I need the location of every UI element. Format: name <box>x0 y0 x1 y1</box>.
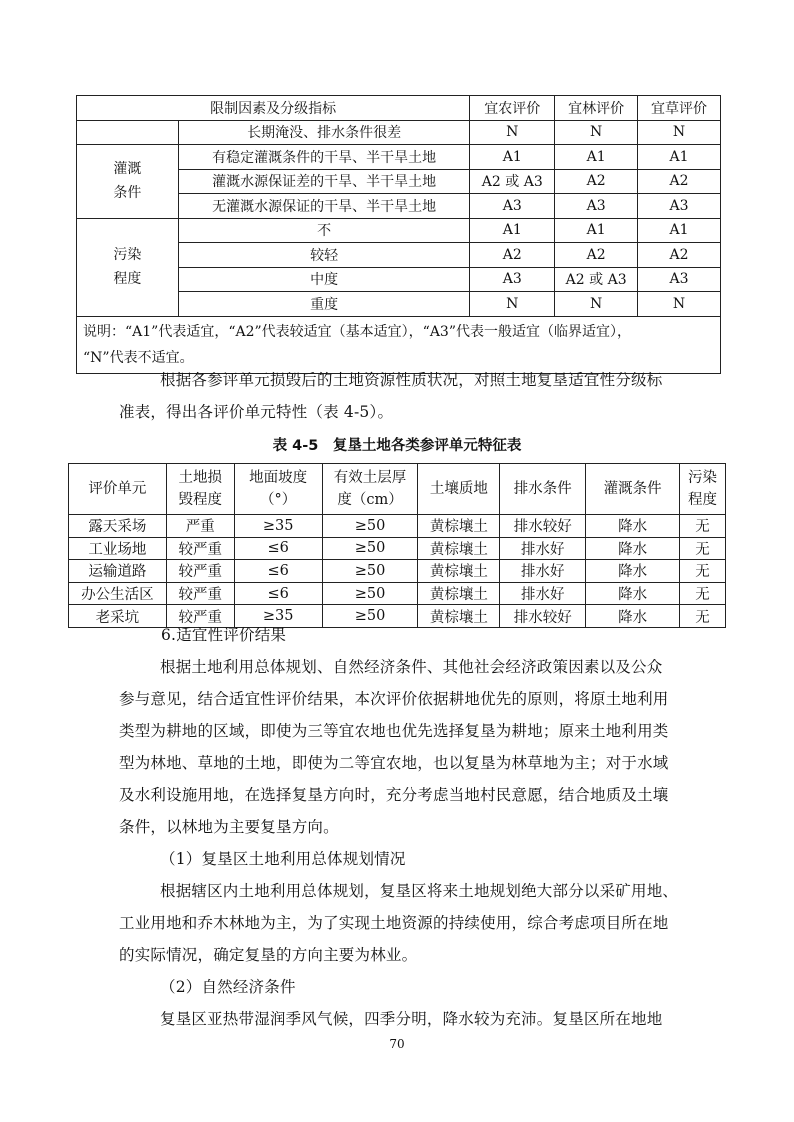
table-cell: ≤6 <box>234 582 322 605</box>
table-cell: 老采坑 <box>69 605 167 628</box>
header-cell: 宜农评价 <box>470 96 555 121</box>
group-label: 污染 <box>113 247 142 263</box>
table-cell: 降水 <box>586 515 680 538</box>
table-cell: 较严重 <box>166 582 234 605</box>
subsection-heading: （2）自然经济条件 <box>160 978 296 996</box>
group-label: 灌溉 <box>113 161 142 178</box>
header-text: 毁程度 <box>178 492 222 508</box>
table-cell: 排水较好 <box>500 515 586 538</box>
header-cell: 宜草评价 <box>638 96 721 121</box>
table-cell: 无 <box>680 560 726 583</box>
table-cell: 露天采场 <box>69 515 167 538</box>
value-cell: N <box>555 120 638 145</box>
value-cell: A1 <box>470 218 555 243</box>
table-cell: 降水 <box>586 537 680 560</box>
table-cell: 排水好 <box>500 560 586 583</box>
table-row <box>77 145 721 170</box>
table-row <box>77 218 721 243</box>
table-cell: 较严重 <box>166 560 234 583</box>
value-cell: A2 或 A3 <box>470 169 555 194</box>
value-cell: A3 <box>638 267 721 292</box>
paragraph-line: 根据辖区内土地利用总体规划，复垦区将来土地规划绝大部分以采矿用地、 <box>160 882 679 900</box>
paragraph-line: 的实际情况，确定复垦的方向主要为林业。 <box>119 946 418 964</box>
value-cell: A1 <box>555 145 638 170</box>
header-cell <box>69 464 167 515</box>
value-cell: A3 <box>555 194 638 219</box>
table-cell: ≥50 <box>322 605 418 628</box>
value-cell: A3 <box>470 267 555 292</box>
subsection-heading: （1）复垦区土地利用总体规划情况 <box>160 850 406 868</box>
group-label: 程度 <box>113 271 142 287</box>
table-cell: 黄棕壤土 <box>418 515 500 538</box>
table-cell: 运输道路 <box>69 560 167 583</box>
group-cell-pollution <box>77 218 179 316</box>
table-cell: ≤6 <box>234 537 322 560</box>
table-cell: ≥50 <box>322 582 418 605</box>
table-cell: 降水 <box>586 582 680 605</box>
table-cell: 无 <box>680 582 726 605</box>
table-cell: 黄棕壤土 <box>418 537 500 560</box>
table-header-row <box>77 96 721 121</box>
table-cell: ≥50 <box>322 560 418 583</box>
value-cell: A2 <box>555 243 638 268</box>
section-heading: 6.适宜性评价结果 <box>161 626 287 644</box>
table-cell: ≥35 <box>234 605 322 628</box>
intro-line-1: 根据各参评单元损毁后的土地资源性质状况，对照土地复垦适宜性分级标 <box>160 371 663 389</box>
table-cell: 办公生活区 <box>69 582 167 605</box>
table-cell: 黄棕壤土 <box>418 560 500 583</box>
factor-cell: 有稳定灌溉条件的干旱、半干旱土地 <box>178 145 470 170</box>
paragraph-line: 及水利设施用地，在选择复垦方向时，充分考虑当地村民意愿，结合地质及土壤 <box>119 786 669 804</box>
header-text: 度（cm） <box>337 492 403 508</box>
intro-line-2: 准表，得出各评价单元特性（表 4-5）。 <box>119 403 394 421</box>
value-cell: A3 <box>638 194 721 219</box>
value-cell: N <box>470 120 555 145</box>
suitability-grading-table <box>76 95 721 374</box>
value-cell: A2 <box>638 243 721 268</box>
value-cell: N <box>638 120 721 145</box>
paragraph-line: 根据土地利用总体规划、自然经济条件、其他社会经济政策因素以及公众 <box>160 658 663 676</box>
table-cell: 降水 <box>586 560 680 583</box>
header-cell <box>586 464 680 515</box>
factor-cell: 中度 <box>178 267 470 292</box>
table-cell: 排水好 <box>500 582 586 605</box>
header-text: 灌溉条件 <box>603 481 662 497</box>
header-cell <box>680 464 726 515</box>
header-text: 地面坡度 <box>249 470 308 486</box>
paragraph-line: 类型为耕地的区域，即使为三等宜农地也优先选择复垦为耕地；原来土地利用类 <box>119 722 669 740</box>
header-cell <box>500 464 586 515</box>
factor-cell: 较轻 <box>178 243 470 268</box>
group-cell-irrigation <box>77 145 179 219</box>
table-cell <box>77 120 179 145</box>
value-cell: A1 <box>555 218 638 243</box>
table-cell: 黄棕壤土 <box>418 582 500 605</box>
header-text: 土地损 <box>178 470 222 486</box>
value-cell: A1 <box>470 145 555 170</box>
table-cell: 较严重 <box>166 605 234 628</box>
table-cell: 较严重 <box>166 537 234 560</box>
paragraph-line: 复垦区亚热带湿润季风气候，四季分明，降水较为充沛。复垦区所在地地 <box>160 1010 663 1028</box>
header-cell <box>322 464 418 515</box>
value-cell: N <box>638 292 721 317</box>
header-cell <box>418 464 500 515</box>
table-cell: ≥50 <box>322 515 418 538</box>
table-cell: 降水 <box>586 605 680 628</box>
table-cell: 严重 <box>166 515 234 538</box>
table-caption: 表 4-5 复垦土地各类参评单元特征表 <box>272 438 522 454</box>
table-cell: ≥50 <box>322 537 418 560</box>
value-cell: A1 <box>638 145 721 170</box>
group-label: 条件 <box>113 185 142 202</box>
header-text: 评价单元 <box>88 481 147 497</box>
table-row <box>69 515 726 538</box>
header-text: 程度 <box>688 492 717 508</box>
page-number: 70 <box>389 1037 405 1051</box>
value-cell: N <box>555 292 638 317</box>
table-cell: 工业场地 <box>69 537 167 560</box>
table-cell: 无 <box>680 605 726 628</box>
factor-cell: 灌溉水源保证差的干旱、半干旱土地 <box>178 169 470 194</box>
header-cell: 宜林评价 <box>555 96 638 121</box>
paragraph-line: 条件，以林地为主要复垦方向。 <box>119 818 339 836</box>
table-cell: 排水较好 <box>500 605 586 628</box>
header-cell: 限制因素及分级指标 <box>77 96 470 121</box>
factor-cell: 重度 <box>178 292 470 317</box>
header-text: （°） <box>260 492 297 508</box>
evaluation-unit-table <box>68 463 726 628</box>
table-row <box>77 120 721 145</box>
value-cell: A2 或 A3 <box>555 267 638 292</box>
table-cell: 无 <box>680 515 726 538</box>
table-header-row <box>69 464 726 515</box>
table-cell: 排水好 <box>500 537 586 560</box>
factor-cell: 长期淹没、排水条件很差 <box>178 120 470 145</box>
factor-cell: 不 <box>178 218 470 243</box>
note-line: “N”代表不适宜。 <box>83 349 194 366</box>
table-row <box>69 537 726 560</box>
paragraph-line: 工业用地和乔木林地为主，为了实现土地资源的持续使用，综合考虑项目所在地 <box>119 914 669 932</box>
table-row <box>69 582 726 605</box>
factor-cell: 无灌溉水源保证的干旱、半干旱土地 <box>178 194 470 219</box>
table-row <box>69 560 726 583</box>
value-cell: N <box>470 292 555 317</box>
header-text: 有效土层厚 <box>333 470 407 486</box>
value-cell: A1 <box>638 218 721 243</box>
header-text: 排水条件 <box>513 481 572 497</box>
value-cell: A2 <box>470 243 555 268</box>
table-cell: ≤6 <box>234 560 322 583</box>
value-cell: A2 <box>555 169 638 194</box>
table-cell: 无 <box>680 537 726 560</box>
table-cell: 黄棕壤土 <box>418 605 500 628</box>
paragraph-line: 参与意见，结合适宜性评价结果，本次评价依据耕地优先的原则，将原土地利用 <box>119 690 669 708</box>
header-cell <box>234 464 322 515</box>
value-cell: A3 <box>470 194 555 219</box>
header-text: 土壤质地 <box>429 481 488 497</box>
paragraph-line: 型为林地、草地的土地，即使为二等宜农地，也以复垦为林草地为主；对于水域 <box>119 754 669 772</box>
value-cell: A2 <box>638 169 721 194</box>
header-text: 污染 <box>688 470 717 486</box>
note-line: 说明：“A1”代表适宜，“A2”代表较适宜（基本适宜），“A3”代表一般适宜（临界适宜）， <box>83 323 631 340</box>
header-cell <box>166 464 234 515</box>
table-cell: ≥35 <box>234 515 322 538</box>
